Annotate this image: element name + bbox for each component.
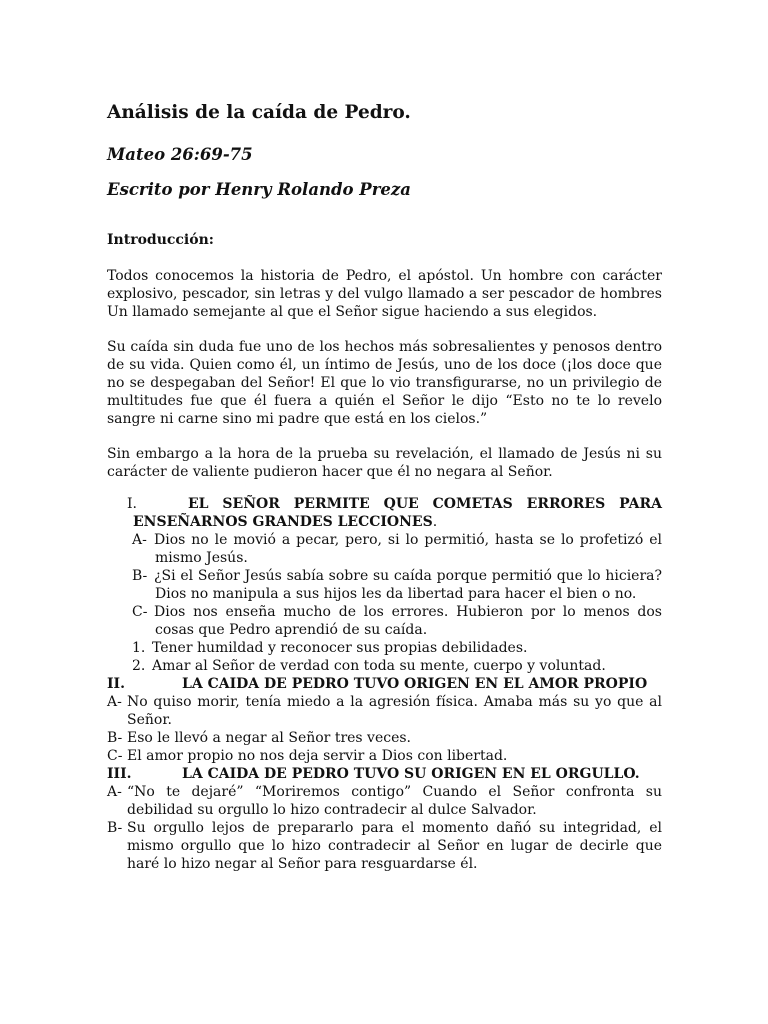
section-heading-label: EL SEÑOR PERMITE QUE COMETAS ERRORES PARA ENSEÑARNOS GRANDES LECCIONES	[133, 495, 662, 530]
document-title: Análisis de la caída de Pedro.	[107, 102, 411, 123]
section-heading-text: LA CAIDA DE PEDRO TUVO ORIGEN EN EL AMOR PROPIO	[182, 675, 648, 692]
list-marker: B-	[107, 819, 123, 836]
list-item	[107, 531, 662, 567]
list-item	[107, 819, 662, 873]
list-item-text: El amor propio no nos deja servir a Dios con libertad.	[127, 747, 508, 764]
list-marker: II.	[107, 675, 125, 692]
list-marker: A-	[132, 531, 147, 548]
list-item-text: ¿Si el Señor Jesús sabía sobre su caída porque permitió que lo hiciera? Dios no manipula a sus hijos les da libertad para hacer el bien o no.	[154, 567, 662, 602]
numbered-item	[107, 657, 662, 675]
paragraph: Todos conocemos la historia de Pedro, el apóstol. Un hombre con carácter explosivo, pescador, sin letras y del vulgo llamado a ser pescador de hombres Un llamado semejante al que el Señor sigue haciendo a sus elegidos.	[107, 267, 662, 320]
list-marker: C-	[132, 603, 148, 620]
section-heading-text: LA CAIDA DE PEDRO TUVO SU ORIGEN EN EL ORGULLO.	[182, 765, 640, 782]
list-item	[107, 567, 662, 603]
list-marker: A-	[107, 783, 122, 800]
document-body	[107, 104, 662, 873]
list-item	[107, 693, 662, 729]
list-marker: 1.	[132, 639, 146, 656]
list-marker: B-	[107, 729, 123, 746]
list-item-text: “No te dejaré” “Moriremos contigo” Cuando el Señor confronta su debilidad su orgullo lo hizo contradecir al dulce Salvador.	[127, 783, 662, 818]
numbered-item	[107, 639, 662, 657]
list-marker: I.	[127, 495, 137, 512]
list-item-text: No quiso morir, tenía miedo a la agresión física. Amaba más su yo que al Señor.	[127, 693, 662, 728]
list-item-text: Dios no le movió a pecar, pero, si lo permitió, hasta se lo profetizó el mismo Jesús.	[154, 531, 662, 566]
author-line: Escrito por Henry Rolando Preza	[107, 180, 411, 199]
list-item	[107, 729, 662, 747]
section-heading	[107, 495, 662, 531]
section-heading	[107, 765, 662, 783]
list-marker: III.	[107, 765, 132, 782]
section-heading	[107, 675, 662, 693]
paragraph: Su caída sin duda fue uno de los hechos más sobresalientes y penosos dentro de su vida. Quien como él, un íntimo de Jesús, uno de los doce (¡los doce que no se despegaban del Señor! El que lo vio transfigurarse, no un privilegio de multitudes fue que él fuera a quién el Señor le dijo “Esto no te lo revelo sangre ni carne sino mi padre que está en los cielos.”	[107, 338, 662, 427]
section-heading-period: .	[432, 513, 438, 530]
section-heading-text	[107, 495, 662, 531]
list-item-text: Dios nos enseña mucho de los errores. Hubieron por lo menos dos cosas que Pedro aprendió de su caída.	[154, 603, 662, 638]
list-marker: C-	[107, 747, 123, 764]
intro-heading: Introducción:	[107, 231, 214, 248]
list-marker: 2.	[132, 657, 146, 674]
list-marker: B-	[132, 567, 148, 584]
outline	[107, 495, 662, 873]
paragraph: Sin embargo a la hora de la prueba su revelación, el llamado de Jesús ni su carácter de valiente pudieron hacer que él no negara al Señor.	[107, 445, 662, 480]
list-item-text: Tener humildad y reconocer sus propias debilidades.	[152, 639, 528, 656]
list-item-text: Eso le llevó a negar al Señor tres veces.	[127, 729, 412, 746]
list-item	[107, 783, 662, 819]
scripture-reference: Mateo 26:69-75	[107, 144, 253, 164]
list-item	[107, 603, 662, 639]
list-item-text: Amar al Señor de verdad con toda su mente, cuerpo y voluntad.	[152, 657, 606, 674]
list-marker: A-	[107, 693, 122, 710]
list-item-text: Su orgullo lejos de prepararlo para el momento dañó su integridad, el mismo orgullo que lo hizo contradecir al Señor en lugar de decirle que haré lo hizo negar al Señor para resguardarse él.	[127, 819, 662, 872]
list-item	[107, 747, 662, 765]
